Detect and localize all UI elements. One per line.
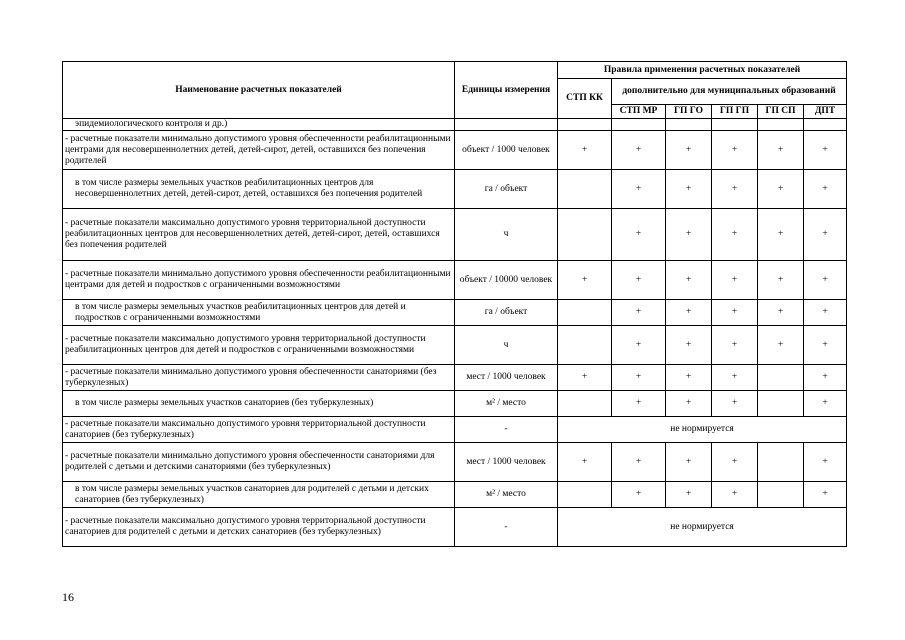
applicability-mark: + bbox=[612, 209, 666, 261]
applicability-mark: + bbox=[712, 326, 758, 365]
indicator-unit: м² / место bbox=[455, 391, 558, 417]
applicability-mark: + bbox=[758, 170, 804, 209]
applicability-mark: + bbox=[666, 482, 712, 508]
applicability-mark: + bbox=[804, 300, 847, 326]
applicability-mark: + bbox=[666, 326, 712, 365]
applicability-mark: + bbox=[712, 209, 758, 261]
applicability-mark: + bbox=[666, 443, 712, 482]
header-rules-group: Правила применения расчетных показателей bbox=[558, 62, 847, 79]
applicability-mark: + bbox=[712, 131, 758, 170]
applicability-mark bbox=[612, 119, 666, 131]
header-gp-go: ГП ГО bbox=[666, 105, 712, 119]
applicability-mark: + bbox=[666, 261, 712, 300]
applicability-mark: + bbox=[612, 443, 666, 482]
applicability-mark: + bbox=[758, 261, 804, 300]
indicator-name: - расчетные показатели минимально допустимого уровня обеспеченности санаториями (без туберкулезных) bbox=[63, 365, 455, 391]
table-row bbox=[63, 482, 847, 508]
applicability-mark bbox=[758, 119, 804, 131]
not-normalized-cell: не нормируется bbox=[558, 417, 847, 443]
applicability-mark: + bbox=[558, 443, 612, 482]
table-row bbox=[63, 300, 847, 326]
page-number: 16 bbox=[62, 590, 74, 604]
indicator-name: - расчетные показатели минимально допустимого уровня обеспеченности санаториями для родителей с детьми и детскими санаториями (без туберкулезных) bbox=[63, 443, 455, 482]
applicability-mark: + bbox=[804, 482, 847, 508]
applicability-mark bbox=[558, 119, 612, 131]
applicability-mark bbox=[758, 365, 804, 391]
indicator-unit: объект / 10000 человек bbox=[455, 261, 558, 300]
table-row bbox=[63, 209, 847, 261]
header-additional: дополнительно для муниципальных образований bbox=[612, 79, 847, 105]
table-row bbox=[63, 508, 847, 547]
applicability-mark: + bbox=[804, 209, 847, 261]
indicator-name: - расчетные показатели максимально допустимого уровня территориальной доступности реабилитационных центров для детей и подростков с ограниченными возможностями bbox=[63, 326, 455, 365]
indicator-name: - расчетные показатели максимально допустимого уровня территориальной доступности санаториев для родителей с детьми и детских санаториев (без туберкулезных) bbox=[63, 508, 455, 547]
applicability-mark: + bbox=[804, 391, 847, 417]
applicability-mark: + bbox=[804, 443, 847, 482]
table-row bbox=[63, 326, 847, 365]
applicability-mark: + bbox=[612, 482, 666, 508]
indicator-unit: мест / 1000 человек bbox=[455, 443, 558, 482]
header-name-column: Наименование расчетных показателей bbox=[63, 62, 455, 119]
indicator-name: в том числе размеры земельных участков санаториев (без туберкулезных) bbox=[63, 391, 455, 417]
applicability-mark: + bbox=[666, 391, 712, 417]
applicability-mark: + bbox=[804, 170, 847, 209]
applicability-mark: + bbox=[804, 131, 847, 170]
indicator-unit: га / объект bbox=[455, 300, 558, 326]
indicator-name: - расчетные показатели минимально допустимого уровня обеспеченности реабилитационными центрами для детей и подростков с ограниченными возможностями bbox=[63, 261, 455, 300]
indicator-name: в том числе размеры земельных участков реабилитационных центров для детей и подростков с ограниченными возможностями bbox=[63, 300, 455, 326]
indicator-name: - расчетные показатели максимально допустимого уровня территориальной доступности санаториев (без туберкулезных) bbox=[63, 417, 455, 443]
applicability-mark: + bbox=[612, 170, 666, 209]
applicability-mark bbox=[558, 391, 612, 417]
table-row bbox=[63, 261, 847, 300]
applicability-mark: + bbox=[612, 326, 666, 365]
applicability-mark: + bbox=[804, 326, 847, 365]
indicator-unit bbox=[455, 119, 558, 131]
not-normalized-cell: не нормируется bbox=[558, 508, 847, 547]
indicator-unit: ч bbox=[455, 326, 558, 365]
applicability-mark: + bbox=[612, 365, 666, 391]
table-row bbox=[63, 443, 847, 482]
applicability-mark: + bbox=[558, 131, 612, 170]
indicator-unit: мест / 1000 человек bbox=[455, 365, 558, 391]
indicator-unit: га / объект bbox=[455, 170, 558, 209]
applicability-mark: + bbox=[666, 209, 712, 261]
applicability-mark: + bbox=[758, 326, 804, 365]
indicator-unit: - bbox=[455, 417, 558, 443]
table-row bbox=[63, 131, 847, 170]
applicability-mark bbox=[712, 119, 758, 131]
applicability-mark bbox=[758, 443, 804, 482]
applicability-mark: + bbox=[758, 131, 804, 170]
applicability-mark: + bbox=[666, 300, 712, 326]
indicator-name: - расчетные показатели максимально допустимого уровня территориальной доступности реабилитационных центров для несовершеннолетних детей, детей-сирот, детей, оставшихся без попечения родителей bbox=[63, 209, 455, 261]
applicability-mark: + bbox=[612, 391, 666, 417]
applicability-mark: + bbox=[804, 261, 847, 300]
applicability-mark: + bbox=[666, 131, 712, 170]
applicability-mark bbox=[558, 300, 612, 326]
header-stp-kk: СТП КК bbox=[558, 79, 612, 119]
indicator-name: в том числе размеры земельных участков санаториев для родителей с детьми и детских санаториев (без туберкулезных) bbox=[63, 482, 455, 508]
indicator-unit: - bbox=[455, 508, 558, 547]
table-row bbox=[63, 391, 847, 417]
applicability-mark: + bbox=[712, 391, 758, 417]
header-stp-mr: СТП МР bbox=[612, 105, 666, 119]
applicability-mark: + bbox=[804, 365, 847, 391]
header-units-column: Единицы измерения bbox=[455, 62, 558, 119]
header-dpt: ДПТ bbox=[804, 105, 847, 119]
applicability-mark bbox=[558, 482, 612, 508]
applicability-mark: + bbox=[666, 365, 712, 391]
table-row bbox=[63, 417, 847, 443]
applicability-mark: + bbox=[612, 261, 666, 300]
indicator-name: - расчетные показатели минимально допустимого уровня обеспеченности реабилитационными центрами для несовершеннолетних детей, детей-сирот, детей, оставшихся без попечения родителей bbox=[63, 131, 455, 170]
applicability-mark: + bbox=[558, 365, 612, 391]
applicability-mark: + bbox=[558, 261, 612, 300]
applicability-mark bbox=[558, 170, 612, 209]
applicability-mark: + bbox=[712, 365, 758, 391]
applicability-mark bbox=[758, 391, 804, 417]
applicability-mark: + bbox=[758, 209, 804, 261]
applicability-mark bbox=[804, 119, 847, 131]
applicability-mark bbox=[758, 482, 804, 508]
header-gp-sp: ГП СП bbox=[758, 105, 804, 119]
table-row bbox=[63, 365, 847, 391]
applicability-mark: + bbox=[712, 261, 758, 300]
table-row bbox=[63, 170, 847, 209]
applicability-mark: + bbox=[612, 300, 666, 326]
indicator-unit: м² / место bbox=[455, 482, 558, 508]
applicability-mark: + bbox=[758, 300, 804, 326]
applicability-mark: + bbox=[666, 170, 712, 209]
table-row bbox=[63, 119, 847, 131]
applicability-mark bbox=[666, 119, 712, 131]
applicability-mark: + bbox=[712, 443, 758, 482]
applicability-mark: + bbox=[712, 300, 758, 326]
table-body bbox=[63, 119, 847, 547]
indicators-table bbox=[62, 61, 847, 547]
applicability-mark bbox=[558, 209, 612, 261]
applicability-mark bbox=[558, 326, 612, 365]
applicability-mark: + bbox=[612, 131, 666, 170]
header-gp-gp: ГП ГП bbox=[712, 105, 758, 119]
indicator-name: эпидемиологического контроля и др.) bbox=[63, 119, 455, 131]
indicator-unit: объект / 1000 человек bbox=[455, 131, 558, 170]
applicability-mark: + bbox=[712, 170, 758, 209]
applicability-mark: + bbox=[712, 482, 758, 508]
indicator-name: в том числе размеры земельных участков реабилитационных центров для несовершеннолетних детей, детей-сирот, детей, оставшихся без попечения родителей bbox=[63, 170, 455, 209]
indicator-unit: ч bbox=[455, 209, 558, 261]
